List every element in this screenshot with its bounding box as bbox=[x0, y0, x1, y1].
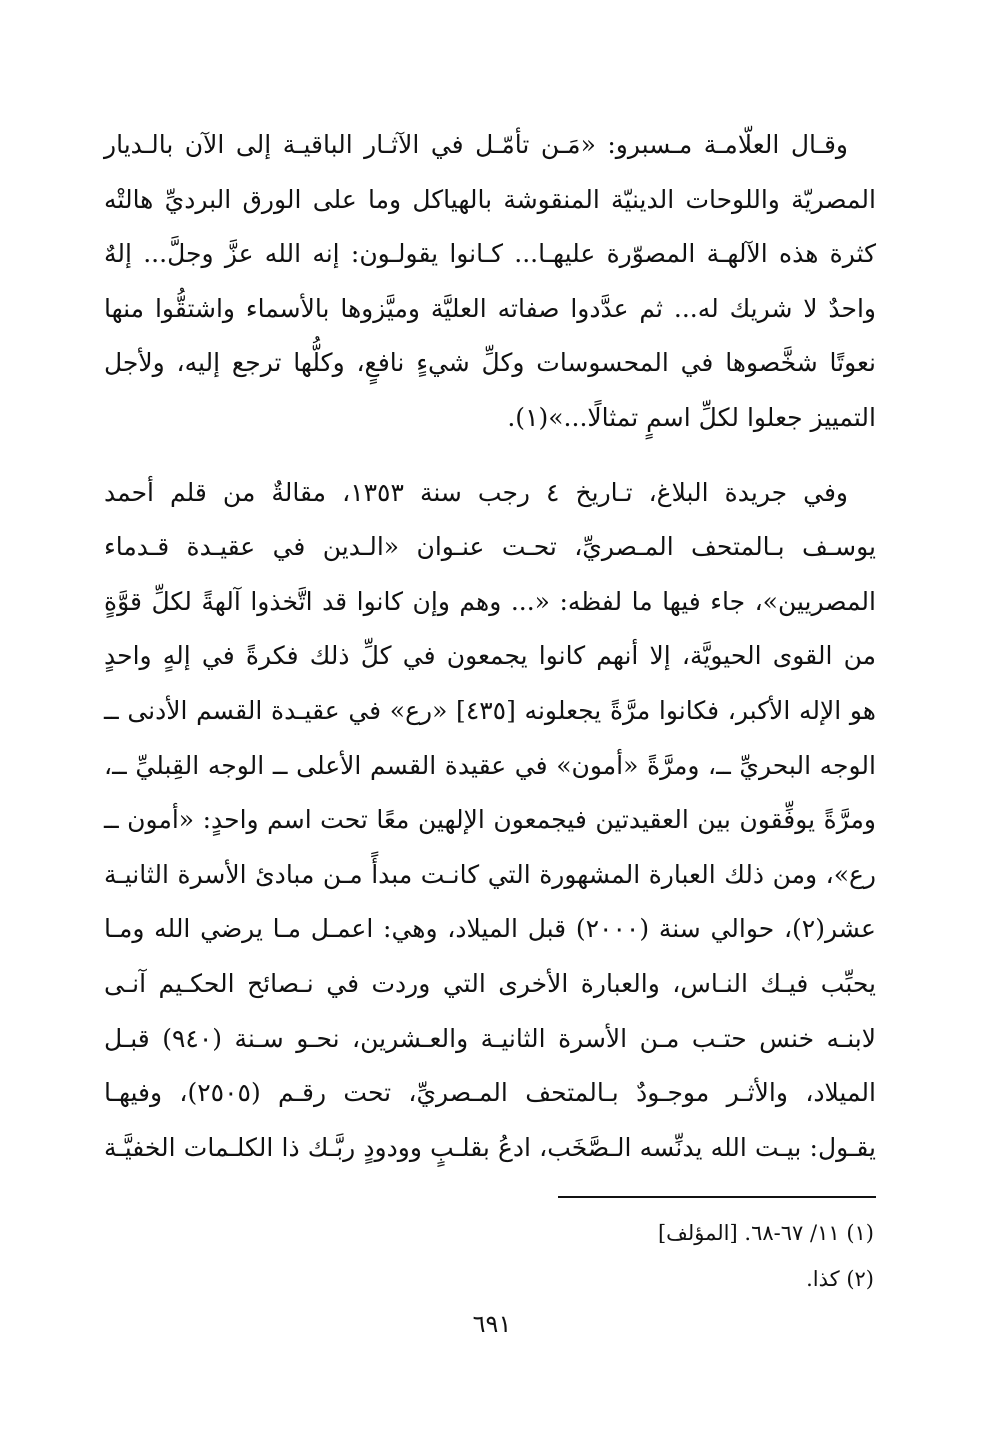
text-line: من القوى الحيويَّة، إلا أنهم كانوا يجمعون في كلِّ ذلك فكرةً في إلهٍ واحدٍ bbox=[104, 641, 876, 671]
text-line: نعوتًا شخَّصوها في المحسوسات وكلِّ شيءٍ نافعٍ، وكلُّها ترجع إليه، ولأجل bbox=[104, 348, 876, 378]
text-line: كثرة هذه الآلهـة المصوّرة عليهـا... كـانوا يقولـون: إنه الله عزَّ وجلَّ... إلهٌ bbox=[104, 239, 876, 269]
footnote-1: (١) ١١/ ٦٧-٦٨. [المؤلف] bbox=[657, 1221, 874, 1245]
paragraph-albalagh-article bbox=[104, 466, 876, 1176]
text-line: وفي جريدة البلاغ، تـاريخ ٤ رجب سنة ١٣٥٣، مقالةٌ من قلم أحمد bbox=[104, 477, 848, 507]
text-line: التمييز جعلوا لكلِّ اسمٍ تمثالًا...»(١). bbox=[507, 402, 876, 432]
text-line: الوجه البحريِّ ــ، ومرَّةً «أمون» في عقيدة القسم الأعلى ــ الوجه القِبليِّ ــ، bbox=[104, 750, 876, 780]
text-line: يحبِّب فيـك النـاس، والعبارة الأخرى التي وردت في نـصائح الحكـيم آنـى bbox=[104, 968, 876, 998]
text-line: وقـال العلّامـة مـسبرو: «مَـن تأمّـل في الآثـار الباقيـة إلى الآن بالـديار bbox=[104, 130, 848, 159]
text-line: لابنـه خنس حتـب مـن الأسرة الثانيـة والعـشرين، نحـو سـنة (٩٤٠) قبـل bbox=[104, 1023, 876, 1053]
text-line: هو الإله الأكبر، فكانوا مرَّةً يجعلونه [٤٣٥] «رع» في عقيـدة القسم الأدنى ــ bbox=[104, 695, 876, 725]
footnote-divider bbox=[558, 1196, 876, 1198]
text-line: رع»، ومن ذلك العبارة المشهورة التي كانـت مبدأً مـن مبادئ الأسرة الثانيـة bbox=[104, 859, 876, 889]
text-line: الميلاد، والأثـر موجـودٌ بـالمتحف المـصريِّ، تحت رقـم (٢٥٠٥)، وفيهـا bbox=[104, 1078, 876, 1108]
main-text bbox=[104, 118, 876, 1175]
text-line: عشر(٢)، حوالي سنة (٢٠٠٠) قبل الميلاد، وهي: اعمـل مـا يرضي الله ومـا bbox=[104, 914, 876, 944]
text-line: ومرَّةً يوفِّقون بين العقيدتين فيجمعون الإلهين معًا تحت اسم واحدٍ: «أمون ــ bbox=[104, 805, 876, 835]
footnotes bbox=[658, 1210, 874, 1302]
text-line: المصريين»، جاء فيها ما لفظه: «... وهم وإن كانوا قد اتَّخذوا آلهةً لكلِّ قوَّةٍ bbox=[104, 586, 876, 616]
text-line: يقـول: بيـت الله يدنِّسه الـصَّخَب، ادعُ بقلـبٍ وودودٍ ربَّـك ذا الكلـمات الخفيَّـة bbox=[104, 1132, 876, 1162]
text-line: واحدٌ لا شريك له... ثم عدَّدوا صفاته العليَّة وميَّزوها بالأسماء واشتقُّوا منها bbox=[104, 293, 876, 323]
page-number: ٦٩١ bbox=[472, 1310, 512, 1338]
footnote-2: (٢) كذا. bbox=[806, 1267, 874, 1291]
paragraph-maspero-quote bbox=[104, 118, 876, 446]
text-line: المصريّة واللوحات الدينيّة المنقوشة بالهياكل وما على الورق البرديِّ هالتْه bbox=[104, 184, 876, 214]
text-line: يوسـف بـالمتحف المـصريِّ، تحـت عنـوان «الـدين في عقيـدة قـدماء bbox=[104, 532, 876, 562]
